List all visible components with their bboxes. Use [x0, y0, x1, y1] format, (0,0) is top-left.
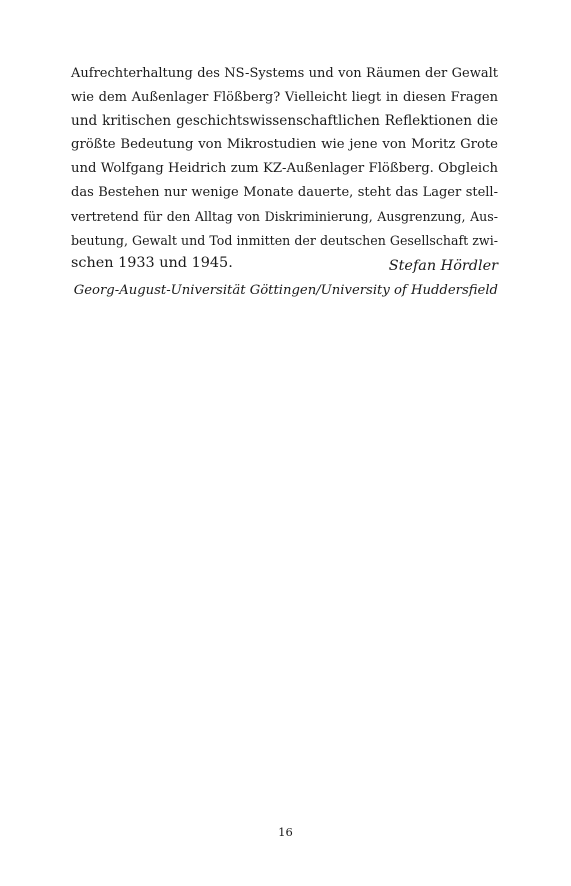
author-affiliation: Georg-August-Universität Göttingen/University of Huddersfield: [73, 282, 498, 298]
paragraph-line: und Wolfgang Heidrich zum KZ-Außenlager Flößberg. Obgleich: [71, 161, 498, 177]
paragraph-line: Aufrechterhaltung des NS-Systems und von Räumen der Gewalt: [71, 66, 498, 81]
paragraph-line: wie dem Außenlager Flößberg? Vielleicht liegt in diesen Fragen: [71, 89, 498, 105]
paragraph-line: beutung, Gewalt und Tod inmitten der deutschen Gesellschaft zwi-: [71, 232, 498, 248]
paragraph-line: vertretend für den Alltag von Diskriminierung, Ausgrenzung, Aus-: [71, 208, 498, 224]
paragraph-line: schen 1933 und 1945.: [71, 255, 233, 272]
paragraph-line: und kritischen geschichtswissenschaftlichen Reflektionen die: [71, 112, 498, 129]
author-signature: [71, 255, 498, 303]
author-name: Stefan Hördler: [388, 258, 498, 274]
body-paragraph: [71, 62, 498, 276]
paragraph-line: größte Bedeutung von Mikrostudien wie jene von Moritz Grote: [71, 137, 498, 153]
page-number: 16: [278, 825, 293, 839]
paragraph-line: das Bestehen nur wenige Monate dauerte, steht das Lager stell-: [71, 184, 498, 200]
